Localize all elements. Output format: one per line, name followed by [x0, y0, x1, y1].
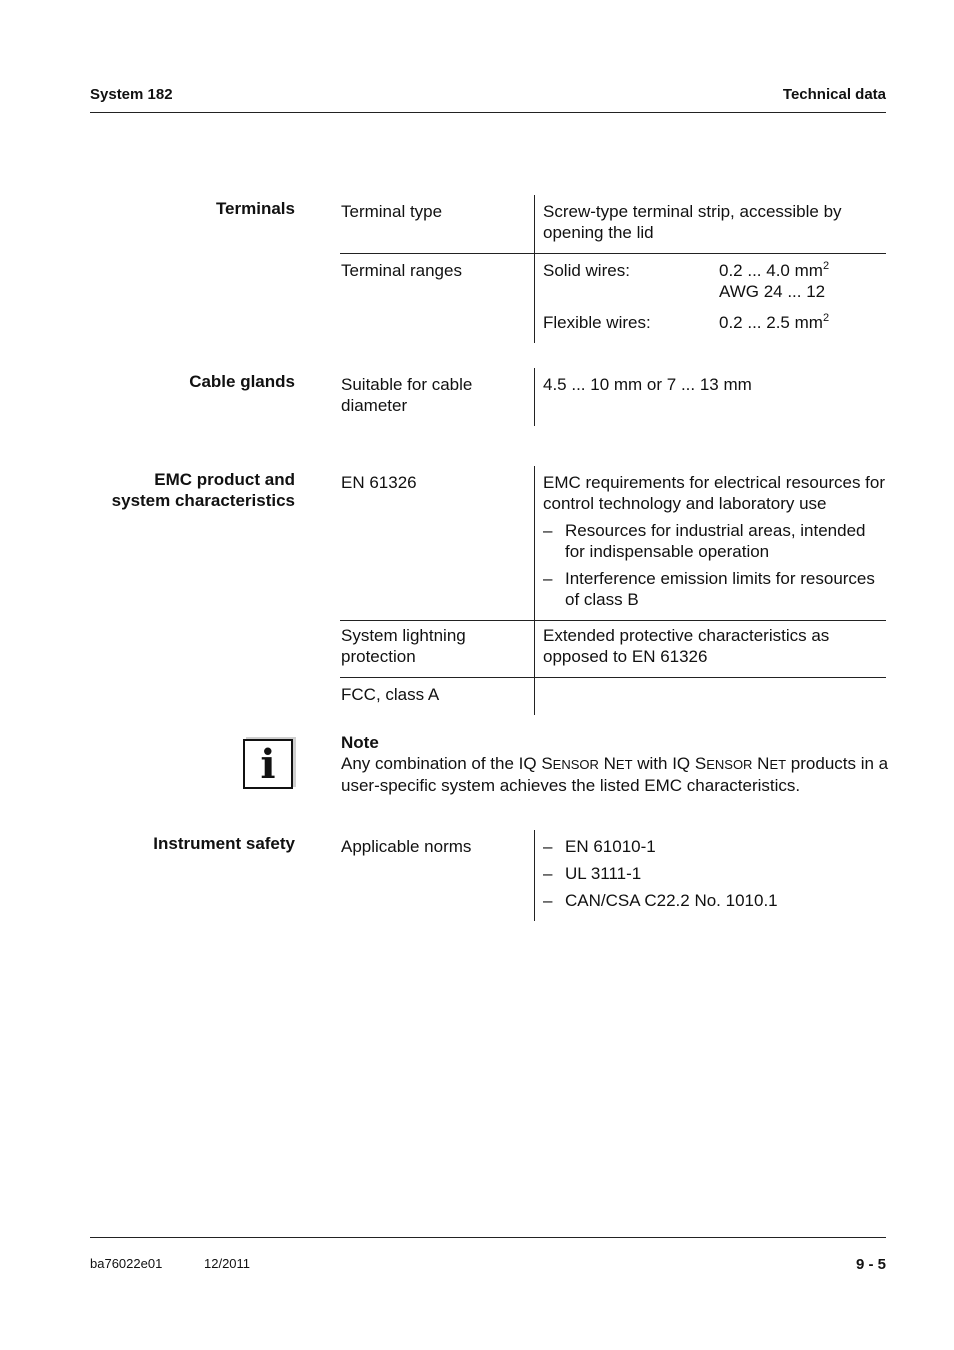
section-label-terminals: Terminals — [215, 199, 295, 218]
en61326-value: EMC requirements for electrical resources for control technology and laboratory use – Resources for industrial areas, intended for indispensable operation – Interference emission limits for resources of class B — [534, 466, 886, 620]
flexible-wires-label: Flexible wires: — [543, 313, 651, 332]
section-label-emc: EMC product and system characteristics — [111, 470, 295, 510]
header-left: System 182 — [90, 86, 173, 103]
table-row — [340, 678, 886, 715]
note-title: Note — [341, 733, 379, 752]
lightning-value: Extended protective characteristics as opposed to EN 61326 — [534, 621, 886, 677]
cable-glands-table — [340, 368, 886, 426]
terminals-table — [340, 195, 886, 343]
list-item: – Resources for industrial areas, intended for indispensable operation — [543, 521, 866, 561]
footer-date: 12/2011 — [204, 1256, 251, 1271]
list-item: – Interference emission limits for resources of class B — [543, 569, 875, 609]
terminal-type-value: Screw-type terminal strip, accessible by opening the lid — [534, 195, 886, 253]
applicable-norms-label: Applicable norms — [341, 837, 472, 856]
footer-doc-id: ba76022e01 — [90, 1256, 163, 1271]
table-row — [340, 368, 886, 426]
solid-wires-value: 0.2 ... 4.0 $mm^2$ — [719, 260, 830, 280]
emc-table — [340, 466, 886, 715]
table-row — [340, 254, 886, 343]
cable-diameter-value: 4.5 ... 10 mm or 7 ... 13 mm — [534, 368, 886, 426]
list-item: – UL 3111-1 — [543, 864, 642, 883]
table-row — [340, 830, 886, 921]
terminal-ranges-label: Terminal ranges — [341, 261, 462, 280]
solid-wires-label: Solid wires: — [543, 261, 630, 280]
table-row — [340, 195, 886, 254]
lightning-label: System lightning protection — [341, 626, 466, 666]
table-row — [340, 621, 886, 678]
fcc-label: FCC, class A — [341, 685, 440, 704]
terminal-ranges-value — [534, 254, 886, 343]
header-right: Technical data — [782, 86, 886, 103]
list-item: – CAN/CSA C22.2 No. 1010.1 — [543, 891, 778, 910]
section-label-cable-glands: Cable glands — [189, 372, 295, 391]
page-number: 9 - 5 — [855, 1256, 886, 1273]
footer-divider — [90, 1237, 886, 1238]
safety-table — [340, 830, 886, 921]
table-row — [340, 466, 886, 621]
fcc-value — [534, 678, 886, 715]
flexible-wires-value: 0.2 ... 2.5 $mm^2$ — [719, 312, 830, 332]
header-divider — [90, 112, 886, 113]
applicable-norms-value — [534, 830, 886, 921]
en61326-label: EN 61326 — [341, 473, 417, 492]
cable-diameter-label: Suitable for cable diameter — [341, 375, 473, 415]
note-text: Any combination of the IQ SENSOR NET with IQ SENSOR NET products in a user-specific system achieves the listed EMC characteristics. — [341, 754, 889, 795]
note-block — [341, 732, 901, 796]
list-item: – EN 61010-1 — [543, 837, 656, 856]
info-icon: i — [243, 739, 293, 789]
solid-wires-awg: AWG 24 ... 12 — [719, 282, 826, 301]
terminal-type-label: Terminal type — [341, 202, 443, 221]
section-label-instrument-safety: Instrument safety — [153, 834, 295, 853]
